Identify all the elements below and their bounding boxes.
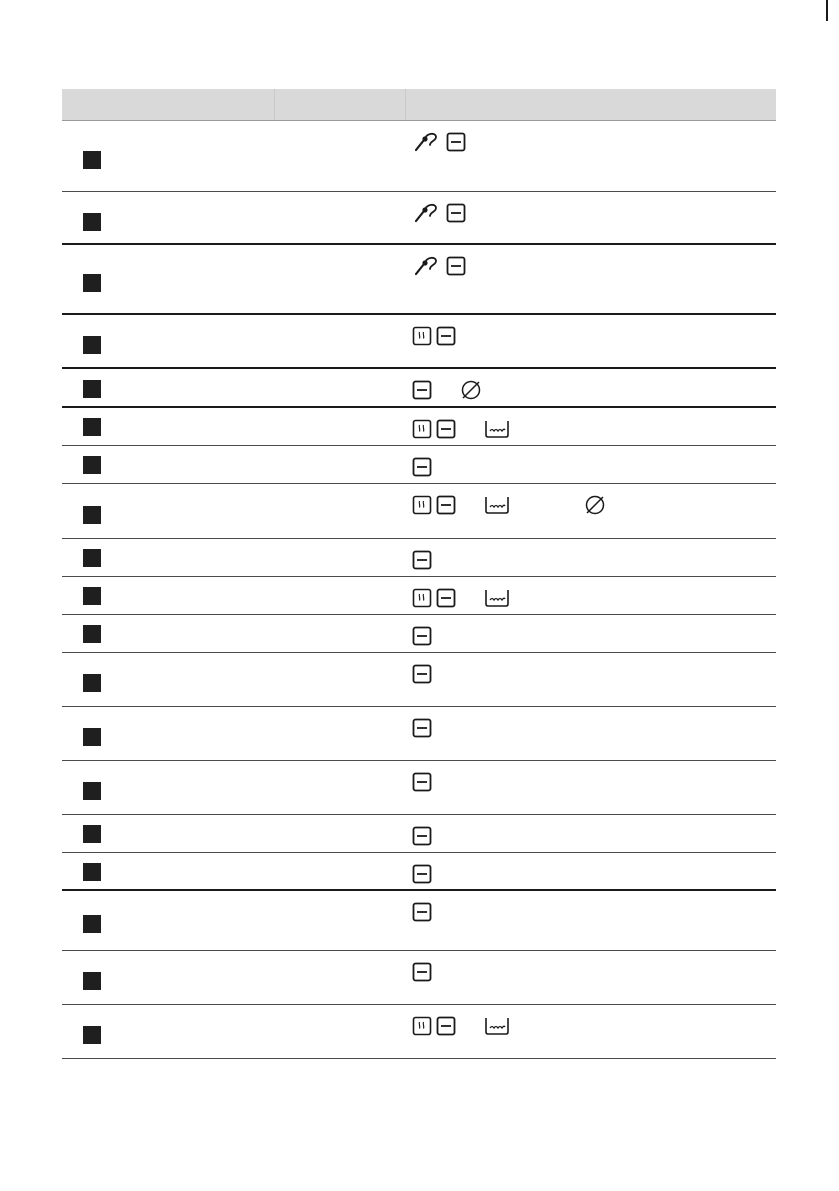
steam-icon (412, 326, 432, 346)
water-tank-icon (484, 495, 510, 515)
table-row (62, 408, 776, 446)
crossed-circle-icon (584, 494, 606, 516)
row-marker (83, 506, 101, 524)
symbol-cell (412, 824, 436, 848)
symbol-cell (412, 548, 436, 572)
door-icon (436, 495, 456, 515)
table-row (62, 1005, 776, 1059)
door-icon (446, 132, 466, 152)
row-marker (83, 1026, 101, 1044)
door-icon (412, 664, 432, 684)
door-icon (412, 826, 432, 846)
row-marker (83, 625, 101, 643)
door-icon (412, 864, 432, 884)
door-icon (412, 550, 432, 570)
door-icon (446, 203, 466, 223)
door-icon (436, 419, 456, 439)
symbol-cell (412, 493, 610, 517)
door-icon (436, 588, 456, 608)
symbol-cell (412, 960, 436, 984)
table-row (62, 577, 776, 615)
table-row (62, 192, 776, 245)
door-icon (412, 380, 432, 400)
table-row (62, 446, 776, 484)
symbol-cell (412, 716, 436, 740)
door-icon (436, 326, 456, 346)
symbol-cell (412, 254, 470, 278)
door-icon (412, 902, 432, 922)
door-icon (412, 772, 432, 792)
steam-icon (412, 588, 432, 608)
symbol-cell (412, 662, 436, 686)
table-row (62, 761, 776, 815)
row-marker (83, 825, 101, 843)
door-icon (436, 1016, 456, 1036)
row-marker (83, 418, 101, 436)
symbol-cell (412, 624, 436, 648)
table-header (62, 89, 776, 121)
door-icon (412, 718, 432, 738)
row-marker (83, 151, 101, 169)
table-row (62, 315, 776, 369)
symbol-cell (412, 1014, 514, 1038)
table-row (62, 539, 776, 577)
table-row (62, 653, 776, 707)
symbol-cell (412, 201, 470, 225)
row-marker (83, 863, 101, 881)
symbol-cell (412, 455, 436, 479)
water-tank-icon (484, 588, 510, 608)
table-row (62, 615, 776, 653)
door-icon (446, 256, 466, 276)
symbol-cell (412, 900, 436, 924)
symbol-cell (412, 586, 514, 610)
table-row (62, 815, 776, 853)
crossed-circle-icon (460, 379, 482, 401)
symbol-table (62, 89, 776, 1059)
steam-icon (412, 495, 432, 515)
row-marker (83, 213, 101, 231)
row-marker (83, 549, 101, 567)
row-marker (83, 728, 101, 746)
page-edge-line (0, 0, 828, 21)
probe-icon (412, 255, 442, 277)
row-marker (83, 782, 101, 800)
steam-icon (412, 419, 432, 439)
row-marker (83, 587, 101, 605)
row-marker (83, 336, 101, 354)
table-row (62, 245, 776, 315)
row-marker (83, 456, 101, 474)
symbol-cell (412, 417, 514, 441)
door-icon (412, 626, 432, 646)
row-marker (83, 380, 101, 398)
row-marker (83, 674, 101, 692)
table-row (62, 891, 776, 951)
water-tank-icon (484, 1016, 510, 1036)
symbol-cell (412, 862, 436, 886)
row-marker (83, 915, 101, 933)
steam-icon (412, 1016, 432, 1036)
table-row (62, 484, 776, 539)
row-marker (83, 972, 101, 990)
symbol-cell (412, 130, 470, 154)
symbol-cell (412, 770, 436, 794)
symbol-cell (412, 378, 486, 402)
symbol-cell (412, 324, 460, 348)
water-tank-icon (484, 419, 510, 439)
table-row (62, 853, 776, 891)
probe-icon (412, 131, 442, 153)
door-icon (412, 457, 432, 477)
table-body (62, 121, 776, 1059)
table-row (62, 707, 776, 761)
probe-icon (412, 202, 442, 224)
table-row (62, 369, 776, 408)
table-row (62, 121, 776, 192)
header-divider (405, 89, 406, 120)
header-divider (274, 89, 275, 120)
door-icon (412, 962, 432, 982)
table-row (62, 951, 776, 1005)
row-marker (83, 274, 101, 292)
